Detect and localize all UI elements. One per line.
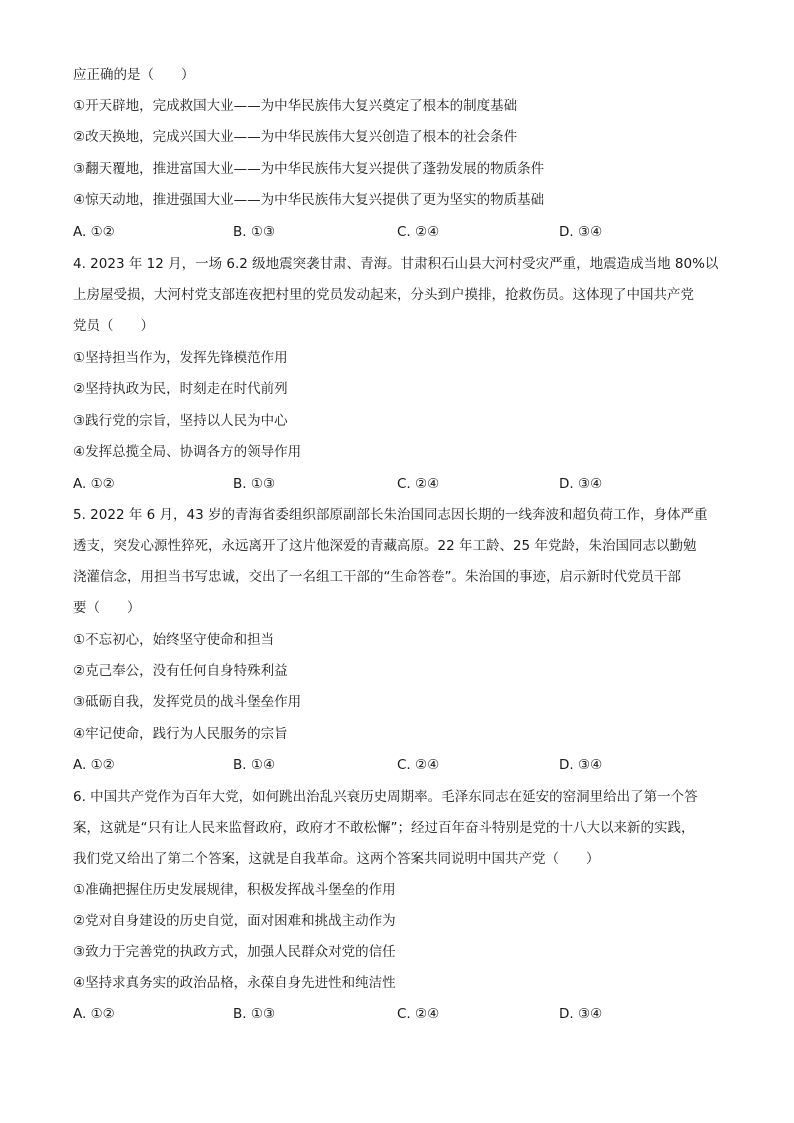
q6-stem-line-2: 案，这就是“只有让人民来监督政府，政府才不敢松懈”；经过百年奋斗特别是党的十八大以来新的实践，: [73, 820, 695, 836]
q5-statement-3: ③砥砺自我，发挥党员的战斗堡垒作用: [73, 694, 302, 710]
q4-options: [73, 476, 723, 492]
q5-options: [73, 757, 723, 773]
q4-option-d[interactable]: D. ③④: [559, 476, 603, 492]
q4-statement-2: ②坚持执政为民，时刻走在时代前列: [73, 381, 288, 397]
q4-stem-line-3: 党员（ ）: [73, 318, 154, 334]
q5-option-b[interactable]: B. ①④: [233, 757, 276, 773]
q4-option-b[interactable]: B. ①③: [233, 476, 276, 492]
q5-stem-line-4: 要（ ）: [73, 600, 141, 616]
q3-stem-end: 应正确的是（ ）: [73, 67, 195, 83]
q5-statement-2: ②克己奉公，没有任何自身特殊利益: [73, 663, 288, 679]
q6-option-a[interactable]: A. ①②: [73, 1006, 115, 1022]
q5-statement-1: ①不忘初心，始终坚守使命和担当: [73, 632, 275, 648]
q3-statement-1: ①开天辟地，完成救国大业——为中华民族伟大复兴奠定了根本的制度基础: [73, 98, 518, 114]
q6-option-d[interactable]: D. ③④: [559, 1006, 603, 1022]
q4-option-c[interactable]: C. ②④: [397, 476, 440, 492]
q4-statement-4: ④发挥总揽全局、协调各方的领导作用: [73, 444, 302, 460]
q6-options: [73, 1006, 723, 1022]
q6-option-c[interactable]: C. ②④: [397, 1006, 440, 1022]
q4-statement-3: ③践行党的宗旨，坚持以人民为中心: [73, 413, 288, 429]
q4-option-a[interactable]: A. ①②: [73, 476, 115, 492]
q5-option-c[interactable]: C. ②④: [397, 757, 440, 773]
q3-statement-3: ③翻天覆地，推进富国大业——为中华民族伟大复兴提供了蓬勃发展的物质条件: [73, 161, 545, 177]
q3-option-c[interactable]: C. ②④: [397, 224, 440, 240]
q3-option-a[interactable]: A. ①②: [73, 224, 115, 240]
q5-stem-line-2: 透支，突发心源性猝死，永远离开了这片他深爱的青藏高原。22 年工龄、25 年党龄，朱治国同志以勤勉: [73, 538, 697, 554]
q6-statement-4: ④坚持求真务实的政治品格，永葆自身先进性和纯洁性: [73, 975, 396, 991]
q3-option-b[interactable]: B. ①③: [233, 224, 276, 240]
q4-stem-line-2: 上房屋受损，大河村党支部连夜把村里的党员发动起来，分头到户摸排，抢救伤员。这体现了中国共产党: [73, 287, 694, 303]
q4-statement-1: ①坚持担当作为，发挥先锋模范作用: [73, 350, 288, 366]
q5-stem-line-3: 浇灌信念，用担当书写忠诚，交出了一名组工干部的“生命答卷”。朱治国的事迹，启示新时代党员干部: [73, 569, 681, 585]
q3-statement-4: ④惊天动地，推进强国大业——为中华民族伟大复兴提供了更为坚实的物质基础: [73, 192, 545, 208]
q5-option-d[interactable]: D. ③④: [559, 757, 603, 773]
q6-stem-line-3: 我们党又给出了第二个答案，这就是自我革命。这两个答案共同说明中国共产党（ ）: [73, 851, 600, 867]
q5-option-a[interactable]: A. ①②: [73, 757, 115, 773]
q3-option-d[interactable]: D. ③④: [559, 224, 603, 240]
q3-statement-2: ②改天换地，完成兴国大业——为中华民族伟大复兴创造了根本的社会条件: [73, 129, 518, 145]
q6-statement-3: ③致力于完善党的执政方式，加强人民群众对党的信任: [73, 944, 396, 960]
q5-statement-4: ④牢记使命，践行为人民服务的宗旨: [73, 726, 288, 742]
q6-statement-1: ①准确把握住历史发展规律，积极发挥战斗堡垒的作用: [73, 882, 396, 898]
q6-statement-2: ②党对自身建设的历史自觉，面对困难和挑战主动作为: [73, 913, 396, 929]
q6-stem-line-1: 6. 中国共产党作为百年大党，如何跳出治乱兴衰历史周期率。毛泽东同志在延安的窑洞里给出了第一个答: [73, 789, 698, 805]
q4-stem-line-1: 4. 2023 年 12 月，一场 6.2 级地震突袭甘肃、青海。甘肃积石山县大河村受灾严重，地震造成当地 80%以: [73, 256, 719, 272]
q6-option-b[interactable]: B. ①③: [233, 1006, 276, 1022]
q5-stem-line-1: 5. 2022 年 6 月，43 岁的青海省委组织部原副部长朱治国同志因长期的一线奔波和超负荷工作，身体严重: [73, 507, 708, 523]
q3-options: [73, 224, 723, 240]
